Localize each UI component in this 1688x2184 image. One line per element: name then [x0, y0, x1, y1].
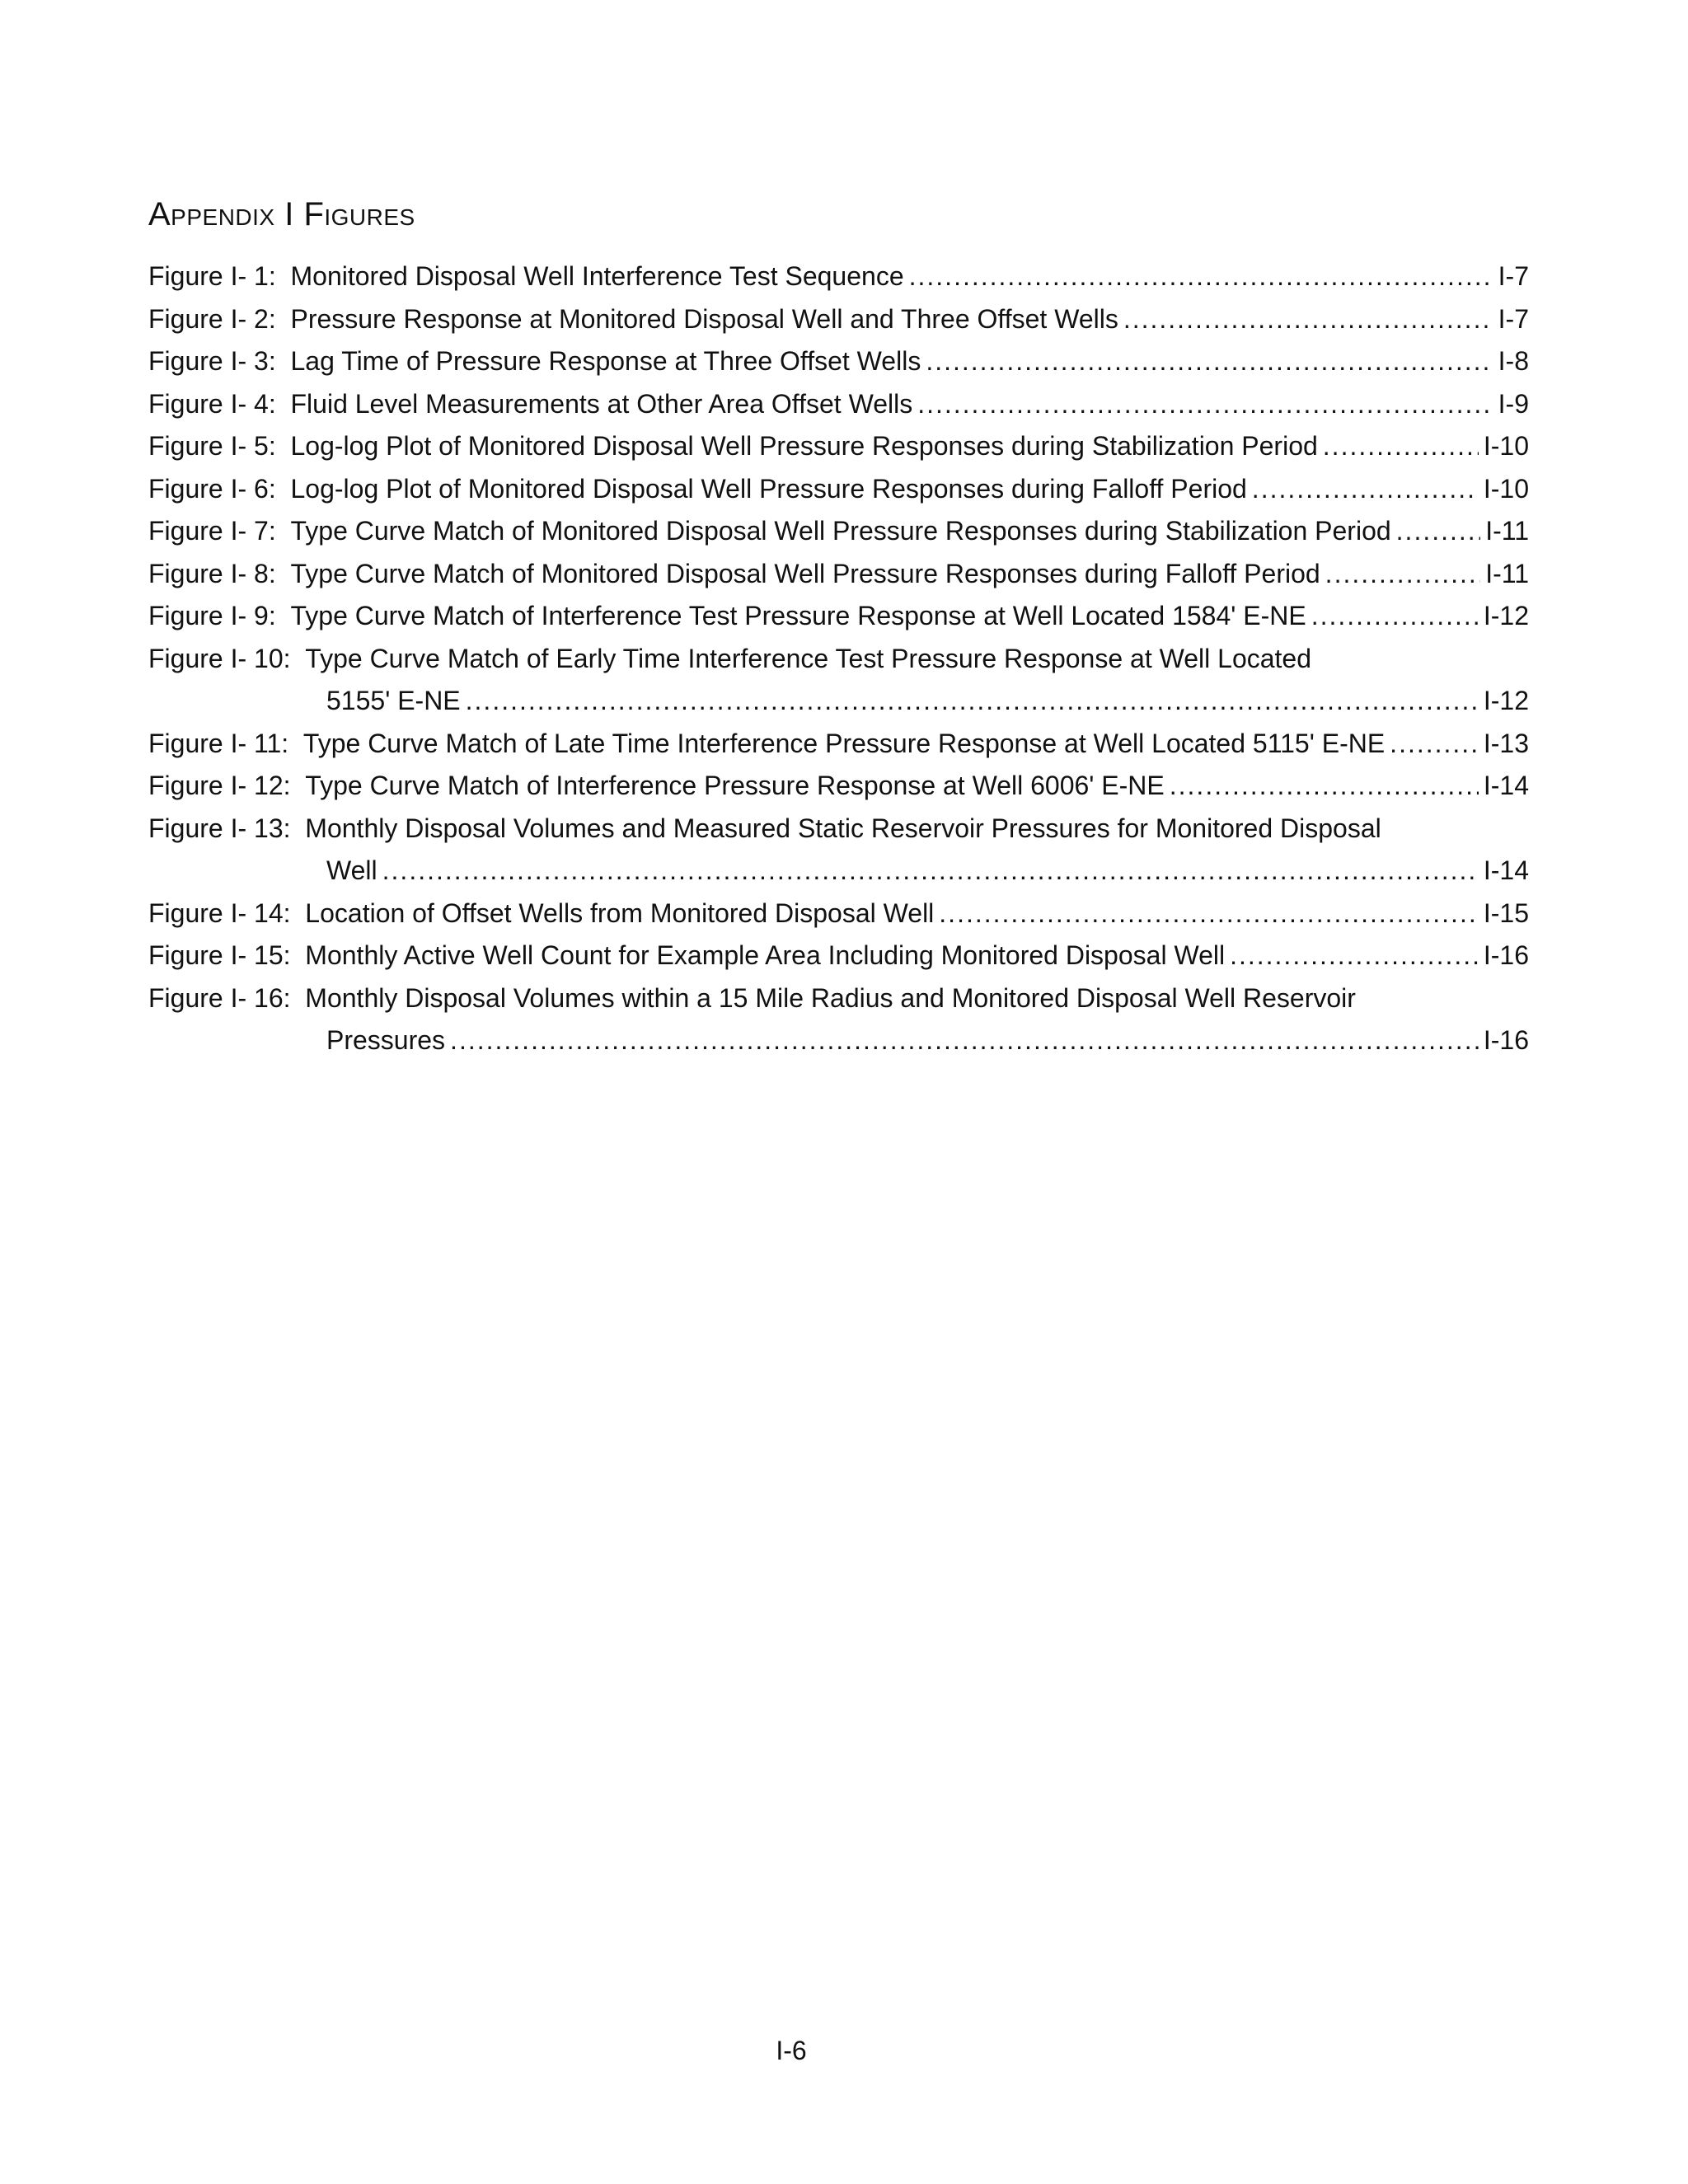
toc-entry-page: I-12 [1483, 601, 1529, 630]
toc-entry-title: Type Curve Match of Monitored Disposal Well Pressure Responses during Stabilization Period [290, 516, 1391, 546]
dot-leader [1252, 468, 1479, 511]
dot-leader [1390, 723, 1479, 766]
toc-line [148, 510, 1529, 553]
toc-line [148, 425, 1529, 468]
toc-entry-page: I-13 [1483, 728, 1529, 758]
toc-entry-label: Figure I- 11: [148, 728, 289, 758]
toc-line [148, 298, 1529, 341]
toc-entry[interactable] [148, 468, 1529, 511]
toc-entry-title: Log-log Plot of Monitored Disposal Well Pressure Responses during Stabilization Period [290, 431, 1318, 461]
dot-leader [466, 680, 1479, 723]
toc-entry-title: Pressure Response at Monitored Disposal Well and Three Offset Wells [290, 303, 1118, 334]
page-number: I-6 [776, 2036, 807, 2065]
toc-entry-label: Figure I- 1: [148, 261, 276, 291]
toc-entry[interactable] [148, 340, 1529, 383]
dot-leader [1230, 935, 1479, 977]
toc-line [148, 808, 1529, 851]
dot-leader [1170, 765, 1479, 808]
toc-entry-title-continued: 5155' E-NE [326, 686, 461, 715]
toc-entry-text [148, 935, 1225, 977]
toc-entry-title: Type Curve Match of Early Time Interference Test Pressure Response at Well Located [305, 643, 1312, 673]
toc-entry-page: I-9 [1498, 388, 1529, 419]
toc-entry-label: Figure I- 8: [148, 558, 276, 588]
toc-line [148, 595, 1529, 638]
toc-line [148, 723, 1529, 766]
toc-entry[interactable] [148, 723, 1529, 766]
dot-leader [1323, 425, 1479, 468]
toc-entry[interactable] [148, 383, 1529, 426]
toc-entry-page: I-12 [1483, 686, 1529, 715]
toc-line [148, 638, 1529, 681]
toc-entry-text [148, 638, 1311, 681]
toc-entry-title: Monthly Disposal Volumes and Measured Static Reservoir Pressures for Monitored Disposal [305, 813, 1381, 843]
toc-entry-text [148, 510, 1391, 553]
toc-entry-page: I-7 [1498, 261, 1529, 291]
toc-entry[interactable] [148, 765, 1529, 808]
toc-entry-page: I-10 [1483, 431, 1529, 461]
toc-entry[interactable] [148, 298, 1529, 341]
toc-entry-page: I-14 [1483, 855, 1529, 885]
toc-entry[interactable] [148, 935, 1529, 977]
toc-entry-text [148, 723, 1385, 766]
toc-entry-label: Figure I- 10: [148, 643, 291, 673]
toc-line-continued [148, 680, 1529, 723]
toc-entry-label: Figure I- 16: [148, 982, 291, 1013]
dot-leader [926, 340, 1493, 383]
toc-entry-title-continued: Pressures [326, 1025, 446, 1055]
toc-line-continued [148, 850, 1529, 893]
toc-entry-title: Type Curve Match of Late Time Interference Pressure Response at Well Located 5115' E-NE [302, 728, 1386, 758]
toc-entry[interactable] [148, 553, 1529, 596]
toc-entry-text [148, 893, 934, 935]
toc-entry-text [148, 383, 912, 426]
toc-entry-label: Figure I- 3: [148, 346, 276, 376]
toc-entry-title: Monthly Active Well Count for Example Area Including Monitored Disposal Well [305, 940, 1226, 970]
toc-line [148, 383, 1529, 426]
dot-leader [1396, 510, 1481, 553]
toc-entry-label: Figure I- 12: [148, 771, 291, 800]
toc-entry-title: Fluid Level Measurements at Other Area Offset Wells [290, 388, 913, 419]
dot-leader [382, 850, 1479, 893]
toc-entry-text [148, 425, 1318, 468]
toc-line [148, 893, 1529, 935]
toc-entry-title: Log-log Plot of Monitored Disposal Well Pressure Responses during Falloff Period [290, 473, 1247, 504]
toc-entry-label: Figure I- 15: [148, 940, 291, 970]
dot-leader [450, 1019, 1479, 1062]
toc-entry[interactable] [148, 893, 1529, 935]
toc-entry-text [148, 468, 1247, 511]
toc-entry-text [148, 553, 1320, 596]
toc-entry-text [148, 340, 921, 383]
page-title: Appendix I Figures [148, 196, 415, 232]
toc-entry[interactable] [148, 255, 1529, 298]
dot-leader [917, 383, 1493, 426]
toc-entry-label: Figure I- 6: [148, 473, 276, 504]
dot-leader [1311, 595, 1479, 638]
toc-entry-page: I-16 [1483, 1025, 1529, 1055]
toc-line [148, 255, 1529, 298]
toc-entry-page: I-14 [1483, 771, 1529, 800]
toc-entry-label: Figure I- 7: [148, 516, 276, 546]
toc-entry-title: Type Curve Match of Monitored Disposal Well Pressure Responses during Falloff Period [290, 558, 1320, 588]
toc-entry-text [148, 977, 1356, 1020]
toc-entry-page: I-15 [1483, 898, 1529, 928]
toc-entry-title: Location of Offset Wells from Monitored Disposal Well [305, 898, 935, 928]
toc-entry-text [148, 765, 1165, 808]
toc-entry-text [148, 808, 1381, 851]
toc-entry-page: I-11 [1485, 516, 1529, 546]
toc-entry-title: Lag Time of Pressure Response at Three Offset Wells [290, 346, 921, 376]
toc-line [148, 553, 1529, 596]
toc-entry-title: Monthly Disposal Volumes within a 15 Mile Radius and Monitored Disposal Well Reservoir [305, 982, 1356, 1013]
toc-entry-page: I-10 [1483, 473, 1529, 504]
dot-leader [1123, 298, 1493, 341]
toc-entry-label: Figure I- 5: [148, 431, 276, 461]
table-of-figures [148, 255, 1529, 1062]
dot-leader [939, 893, 1479, 935]
toc-entry-page: I-11 [1485, 558, 1529, 588]
toc-entry-page: I-7 [1498, 303, 1529, 334]
toc-entry-label: Figure I- 14: [148, 898, 291, 928]
toc-entry[interactable] [148, 595, 1529, 638]
toc-entry-title: Type Curve Match of Interference Pressure Response at Well 6006' E-NE [305, 771, 1165, 800]
toc-entry[interactable] [148, 638, 1529, 723]
toc-entry-label: Figure I- 2: [148, 303, 276, 334]
toc-entry-text [148, 255, 904, 298]
toc-entry-title-continued: Well [326, 855, 377, 885]
toc-line [148, 468, 1529, 511]
toc-entry-title: Monitored Disposal Well Interference Test Sequence [290, 261, 904, 291]
toc-entry-text [148, 298, 1118, 341]
toc-entry[interactable] [148, 977, 1529, 1062]
toc-entry-page: I-16 [1483, 940, 1529, 970]
toc-entry[interactable] [148, 425, 1529, 468]
toc-line [148, 935, 1529, 977]
toc-entry-label: Figure I- 9: [148, 601, 276, 630]
toc-line-continued [148, 1019, 1529, 1062]
toc-entry[interactable] [148, 510, 1529, 553]
toc-line [148, 765, 1529, 808]
toc-entry-title: Type Curve Match of Interference Test Pressure Response at Well Located 1584' E-NE [290, 601, 1306, 630]
toc-entry[interactable] [148, 808, 1529, 893]
toc-entry-label: Figure I- 4: [148, 388, 276, 419]
toc-line [148, 977, 1529, 1020]
toc-entry-text [148, 595, 1306, 638]
toc-entry-label: Figure I- 13: [148, 813, 291, 843]
dot-leader [909, 255, 1493, 298]
dot-leader [1325, 553, 1481, 596]
toc-line [148, 340, 1529, 383]
toc-entry-page: I-8 [1498, 346, 1529, 376]
